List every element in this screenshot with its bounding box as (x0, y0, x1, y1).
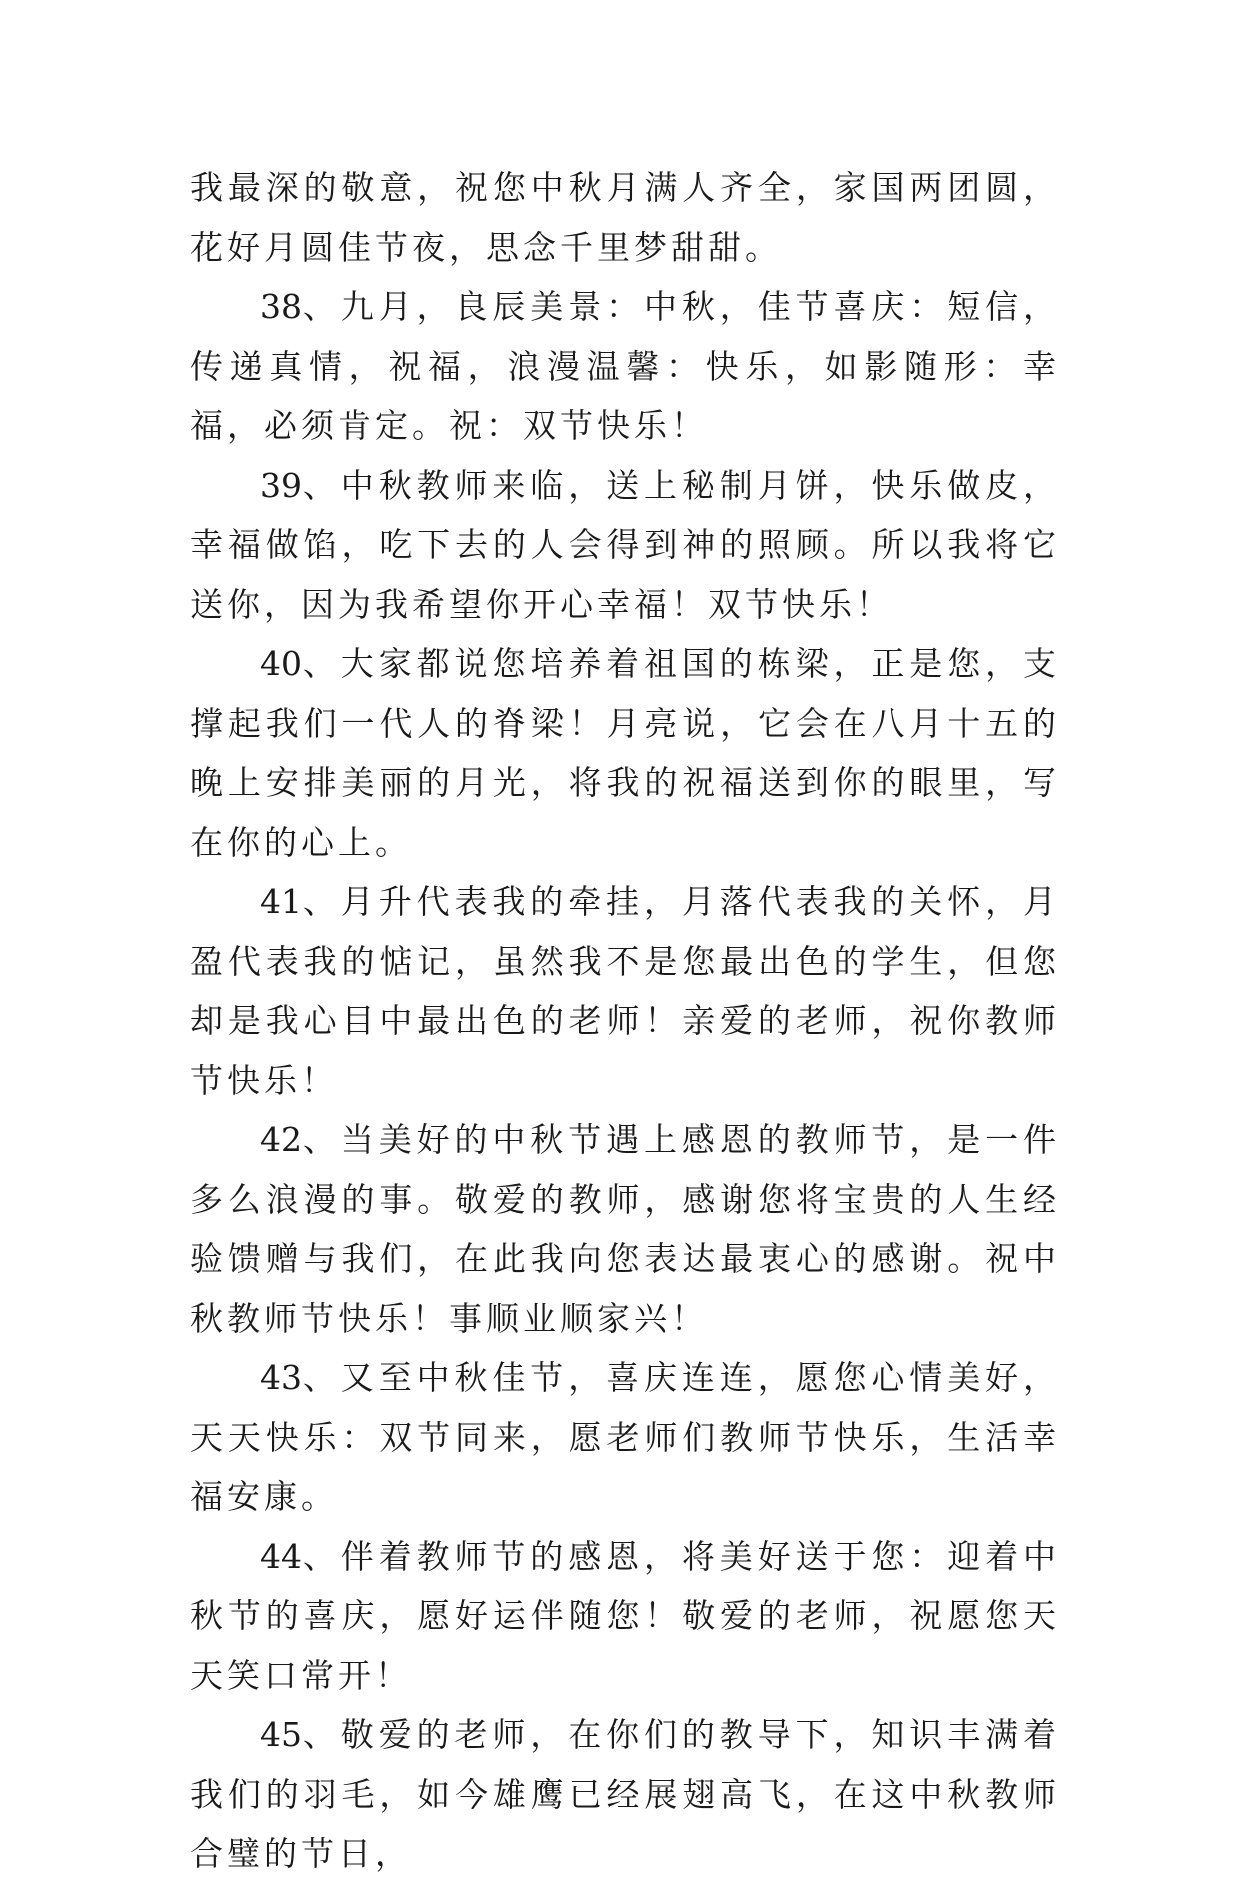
document-body (190, 158, 1060, 1884)
paragraph-number: 45 (260, 1715, 302, 1754)
paragraph-44 (190, 1527, 1060, 1706)
paragraph-38 (190, 277, 1060, 456)
paragraph-43 (190, 1348, 1060, 1527)
paragraph-number: 43 (260, 1358, 302, 1397)
paragraph-number: 42 (260, 1120, 302, 1159)
paragraph-number: 40 (260, 644, 302, 683)
paragraph-text: 、大家都说您培养着祖国的栋梁，正是您，支撑起我们一代人的脊梁！月亮说，它会在八月十五的晚上安排美丽的月光，将我的祝福送到你的眼里，写在你的心上。 (190, 644, 1060, 862)
paragraph-text: 、中秋教师来临，送上秘制月饼，快乐做皮，幸福做馅，吃下去的人会得到神的照顾。所以我将它送你，因为我希望你开心幸福！双节快乐！ (190, 465, 1060, 624)
paragraph-number: 39 (260, 465, 302, 505)
paragraph-41 (190, 872, 1060, 1110)
paragraph-number: 38 (260, 287, 302, 326)
paragraph-number: 41 (260, 882, 302, 921)
paragraph-39 (190, 456, 1060, 635)
paragraph-text: 、当美好的中秋节遇上感恩的教师节，是一件多么浪漫的事。敬爱的教师，感谢您将宝贵的人生经验馈赠与我们，在此我向您表达最衷心的感谢。祝中秋教师节快乐！事顺业顺家兴！ (190, 1120, 1060, 1338)
paragraph-text: 、伴着教师节的感恩，将美好送于您：迎着中秋节的喜庆，愿好运伴随您！敬爱的老师，祝愿您天天笑口常开！ (190, 1536, 1060, 1695)
paragraph-40 (190, 634, 1060, 872)
paragraph-45 (190, 1705, 1060, 1884)
paragraph-42 (190, 1110, 1060, 1348)
continuation-paragraph: 我最深的敬意，祝您中秋月满人齐全，家国两团圆，花好月圆佳节夜，思念千里梦甜甜。 (190, 168, 1060, 267)
paragraph-text: 、九月，良辰美景：中秋，佳节喜庆：短信，传递真情，祝福，浪漫温馨：快乐，如影随形：幸福，必须肯定。祝：双节快乐！ (190, 287, 1060, 445)
paragraph-text: 、月升代表我的牵挂，月落代表我的关怀，月盈代表我的惦记，虽然我不是您最出色的学生，但您却是我心目中最出色的老师！亲爱的老师，祝你教师节快乐！ (190, 882, 1060, 1100)
paragraph-text: 、敬爱的老师，在你们的教导下，知识丰满着我们的羽毛，如今雄鹰已经展翅高飞，在这中秋教师合璧的节日， (190, 1715, 1060, 1873)
paragraph-number: 44 (260, 1536, 302, 1576)
paragraph-text: 、又至中秋佳节，喜庆连连，愿您心情美好，天天快乐：双节同来，愿老师们教师节快乐，生活幸福安康。 (190, 1358, 1060, 1516)
